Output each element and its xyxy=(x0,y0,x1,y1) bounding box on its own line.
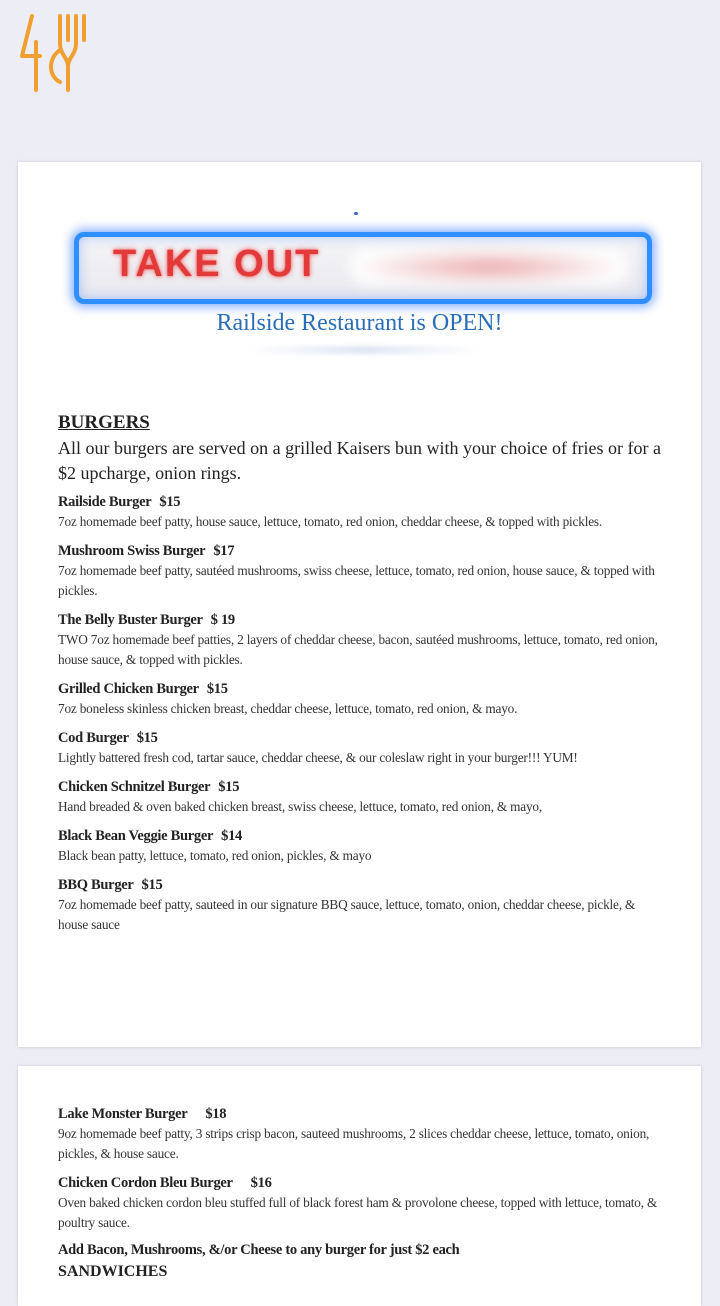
menu-item xyxy=(58,777,668,817)
item-description: Black bean patty, lettuce, tomato, red onion, pickles, & mayo xyxy=(58,848,372,863)
item-price: $15 xyxy=(206,681,228,697)
item-name: Railside Burger xyxy=(58,494,152,510)
menu-item xyxy=(58,826,668,866)
item-price: $15 xyxy=(218,779,240,795)
menu-item xyxy=(58,492,668,532)
item-price: $18 xyxy=(205,1106,227,1122)
item-price: $15 xyxy=(159,494,181,510)
menu-item xyxy=(58,875,668,935)
item-name: BBQ Burger xyxy=(58,877,134,893)
item-name: Mushroom Swiss Burger xyxy=(58,543,206,559)
item-description: Hand breaded & oven baked chicken breast, swiss cheese, lettuce, tomato, red onion, & mayo, xyxy=(58,799,542,814)
faded-subtitle xyxy=(248,346,478,354)
banner-text: TAKE OUT xyxy=(113,243,321,285)
item-description: 7oz homemade beef patty, sauteed in our signature BBQ sauce, lettuce, tomato, onion, cheddar cheese, pickle, & house sauce xyxy=(58,897,636,932)
item-description: 7oz homemade beef patty, house sauce, lettuce, tomato, red onion, cheddar cheese, & topped with pickles. xyxy=(58,514,602,529)
item-description: TWO 7oz homemade beef patties, 2 layers of cheddar cheese, bacon, sautéed mushrooms, lettuce, tomato, red onion, house sauce, & topped with pickles. xyxy=(58,632,658,667)
item-price: $15 xyxy=(136,730,158,746)
item-name: Cod Burger xyxy=(58,730,129,746)
item-price: $15 xyxy=(141,877,163,893)
item-description: 7oz boneless skinless chicken breast, cheddar cheese, lettuce, tomato, red onion, & mayo. xyxy=(58,701,518,716)
item-price: $17 xyxy=(213,543,235,559)
menu-item xyxy=(58,1104,668,1164)
burgers-heading: BURGERS xyxy=(58,412,150,433)
item-name: Grilled Chicken Burger xyxy=(58,681,199,697)
menu-item xyxy=(58,541,668,601)
fork-logo-icon[interactable] xyxy=(14,10,90,94)
menu-page-1 xyxy=(18,162,701,1047)
item-name: Black Bean Veggie Burger xyxy=(58,828,214,844)
item-description: 7oz homemade beef patty, sautéed mushrooms, swiss cheese, lettuce, tomato, red onion, house sauce, & topped with pickles. xyxy=(58,563,655,598)
item-name: Chicken Schnitzel Burger xyxy=(58,779,211,795)
item-description: Lightly battered fresh cod, tartar sauce, cheddar cheese, & our coleslaw right in your burger!!! YUM! xyxy=(58,750,578,765)
decorative-dot xyxy=(354,212,358,215)
menu-item xyxy=(58,679,668,719)
item-description: Oven baked chicken cordon bleu stuffed full of black forest ham & provolone cheese, topped with lettuce, tomato, & poultry sauce. xyxy=(58,1195,658,1230)
banner-blurred-area xyxy=(349,249,629,285)
menu-item xyxy=(58,728,668,768)
menu-item xyxy=(58,610,668,670)
item-price: $16 xyxy=(250,1175,272,1191)
burgers-intro: All our burgers are served on a grilled Kaisers bun with your choice of fries or for a $2 upcharge, onion rings. xyxy=(58,438,661,483)
addon-note: Add Bacon, Mushrooms, &/or Cheese to any burger for just $2 each xyxy=(58,1242,460,1258)
item-price: $14 xyxy=(221,828,242,844)
open-title: Railside Restaurant is OPEN! xyxy=(216,310,503,336)
menu-page-2 xyxy=(18,1066,701,1306)
sandwiches-heading: SANDWICHES xyxy=(58,1263,168,1280)
item-description: 9oz homemade beef patty, 3 strips crisp bacon, sauteed mushrooms, 2 slices cheddar cheese, lettuce, tomato, onion, pickles, & house sauce. xyxy=(58,1126,650,1161)
item-name: Lake Monster Burger xyxy=(58,1106,188,1122)
item-price: $ 19 xyxy=(210,612,235,628)
menu-item xyxy=(58,1173,668,1233)
item-name: The Belly Buster Burger xyxy=(58,612,203,628)
burgers-section xyxy=(58,412,668,944)
takeout-banner xyxy=(74,232,652,304)
burgers-continued xyxy=(58,1104,668,1281)
item-name: Chicken Cordon Bleu Burger xyxy=(58,1175,233,1191)
